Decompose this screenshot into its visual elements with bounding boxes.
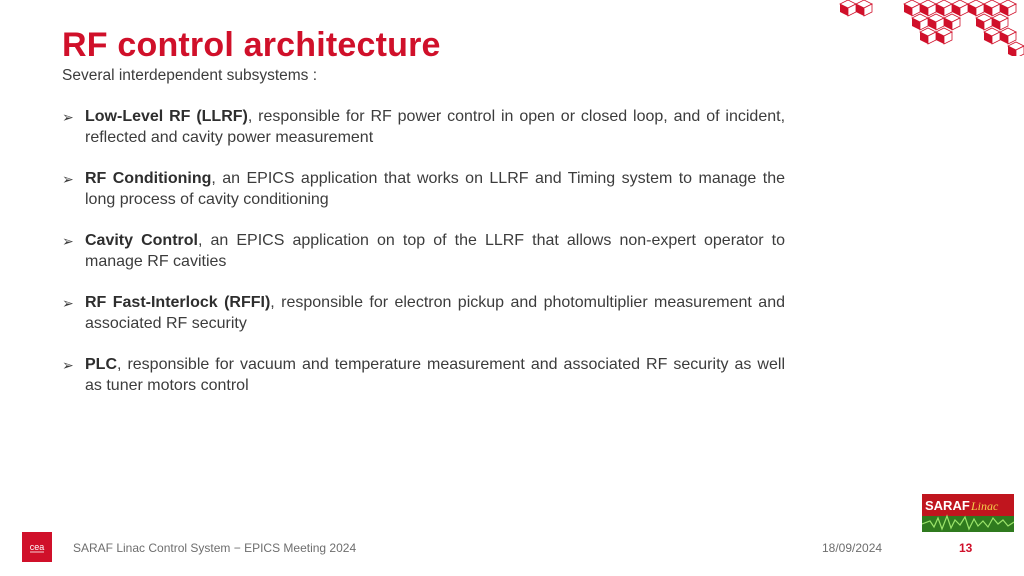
bullet-text: , responsible for vacuum and temperature measurement and associated RF security as well as tuner motors control [85,356,785,394]
bullet-title: Low-Level RF (LLRF) [85,108,248,125]
footer-text: SARAF Linac Control System − EPICS Meeting 2024 [73,541,357,555]
saraf-linac-logo [922,494,1014,532]
bullet-text: , an EPICS application on top of the LLRF that allows non-expert operator to manage RF cavities [85,232,786,270]
cea-logo-text: cea [29,542,45,552]
bullet-title: RF Fast-Interlock (RFFI) [85,294,271,311]
bullet-list [62,106,785,416]
arrow-bullet-icon: ➢ [62,295,74,311]
decorative-cube-pattern [830,0,1024,56]
linac-logo-text: Linac [971,499,999,513]
bullet-title: PLC [85,356,117,373]
bullet-title: Cavity Control [85,232,198,249]
bullet-item [62,106,785,148]
bullet-title: RF Conditioning [85,170,212,187]
footer-date: 18/09/2024 [822,541,883,555]
arrow-bullet-icon: ➢ [62,109,74,125]
arrow-bullet-icon: ➢ [62,357,74,373]
bullet-item [62,168,785,210]
bullet-text: , an EPICS application that works on LLRF and Timing system to manage the long process of cavity conditioning [85,170,785,208]
page-number: 13 [959,541,973,555]
bullet-item [62,292,785,334]
saraf-logo-text: SARAF [925,498,970,513]
arrow-bullet-icon: ➢ [62,171,74,187]
cea-logo [22,532,52,562]
bullet-item [62,230,785,272]
page-subtitle: Several interdependent subsystems : [62,67,318,84]
page-title: RF control architecture [62,26,441,64]
bullet-text: , responsible for RF power control in open or closed loop, and of incident, reflected and cavity power measurement [85,108,786,146]
arrow-bullet-icon: ➢ [62,233,74,249]
bullet-item [62,354,785,396]
bullet-text: , responsible for electron pickup and photomultiplier measurement and associated RF security [85,294,785,332]
